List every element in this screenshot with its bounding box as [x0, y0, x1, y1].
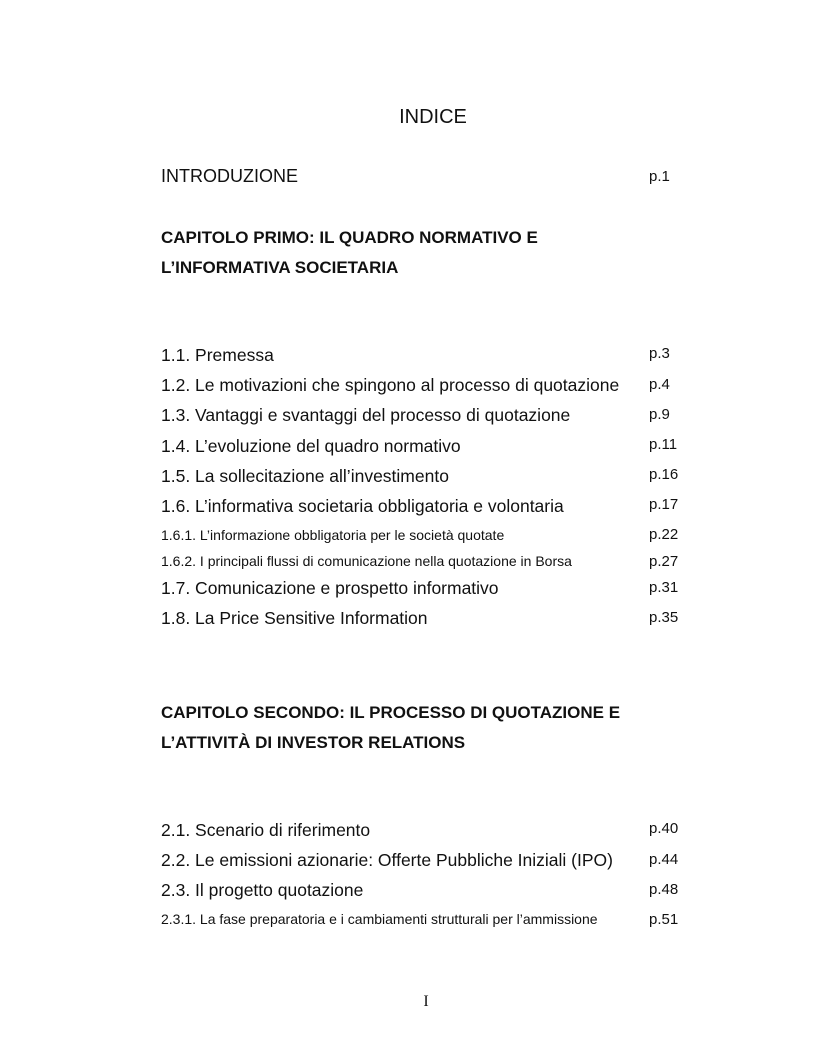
toc-entry-page: p.27 [649, 553, 679, 570]
toc-intro-page: p.1 [649, 168, 670, 185]
toc-intro-label: INTRODUZIONE [161, 166, 298, 186]
chapter2-heading-line1: CAPITOLO SECONDO: IL PROCESSO DI QUOTAZIONE E [161, 703, 621, 722]
toc-entry-label: 2.3.1. La fase preparatoria e i cambiamenti strutturali per l’ammissione [161, 911, 598, 927]
toc-entry-label: 2.2. Le emissioni azionarie: Offerte Pubbliche Iniziali (IPO) [161, 850, 613, 870]
toc-entry-page: p.9 [649, 406, 670, 423]
toc-entry-label: 1.4. L’evoluzione del quadro normativo [161, 436, 461, 456]
toc-entry-label: 1.3. Vantaggi e svantaggi del processo di quotazione [161, 405, 571, 425]
toc-entry-label: 1.2. Le motivazioni che spingono al processo di quotazione [161, 375, 620, 395]
page-number: I [423, 993, 429, 1010]
toc-entry-page: p.4 [649, 376, 670, 393]
toc-entry-label: 1.6.1. L’informazione obbligatoria per le società quotate [161, 527, 505, 543]
toc-entry-page: p.40 [649, 820, 679, 837]
toc-entry-label: 1.1. Premessa [161, 345, 274, 365]
toc-entry-page: p.22 [649, 526, 679, 543]
toc-entry-page: p.51 [649, 911, 679, 928]
toc-entry-label: 2.3. Il progetto quotazione [161, 880, 364, 900]
chapter1-heading-line1: CAPITOLO PRIMO: IL QUADRO NORMATIVO E [161, 228, 538, 247]
toc-entry-label: 2.1. Scenario di riferimento [161, 820, 371, 840]
toc-entry-page: p.35 [649, 609, 679, 626]
toc-entry-page: p.31 [649, 579, 679, 596]
toc-entry-page: p.3 [649, 345, 670, 362]
toc-entry-label: 1.7. Comunicazione e prospetto informativo [161, 578, 499, 598]
chapter2-heading-line2: L’ATTIVITÀ DI INVESTOR RELATIONS [161, 733, 466, 752]
toc-entry-page: p.44 [649, 851, 679, 868]
toc-entry-page: p.48 [649, 881, 679, 898]
toc-entry-page: p.17 [649, 496, 679, 513]
toc-entry-page: p.11 [649, 436, 678, 453]
toc-entry-page: p.16 [649, 466, 679, 483]
toc-entry-label: 1.5. La sollecitazione all’investimento [161, 466, 449, 486]
toc-entry-label: 1.8. La Price Sensitive Information [161, 608, 428, 628]
toc-entry-label: 1.6.2. I principali flussi di comunicazione nella quotazione in Borsa [161, 553, 572, 569]
toc-entry-label: 1.6. L’informativa societaria obbligatoria e volontaria [161, 496, 564, 516]
page-title: INDICE [399, 106, 467, 128]
chapter1-heading-line2: L’INFORMATIVA SOCIETARIA [161, 258, 399, 277]
